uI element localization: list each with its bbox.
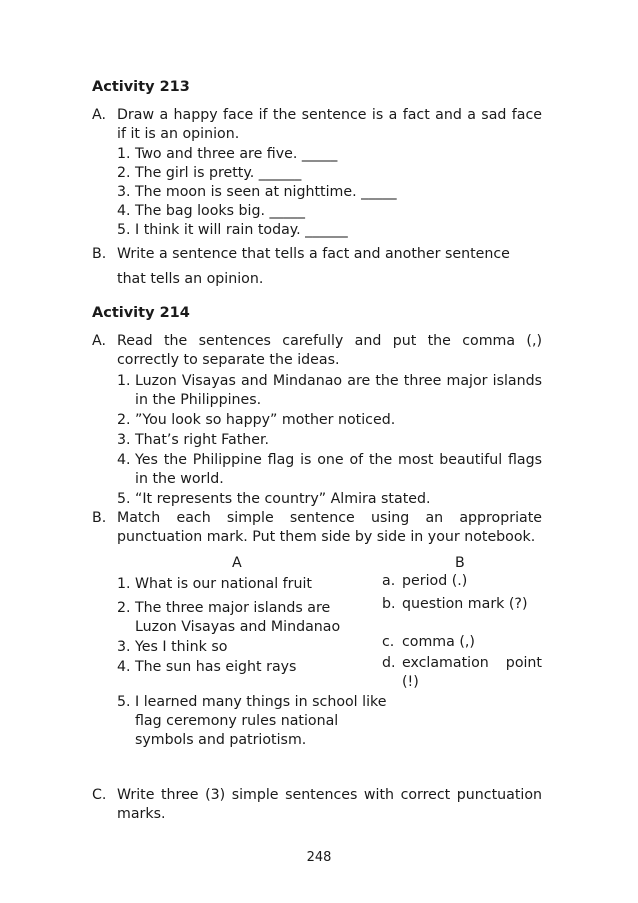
part-a-instruction: Read the sentences carefully and put the comma (,) correctly to separate the ideas. [117, 333, 542, 368]
activity-214-title: Activity 214 [92, 305, 190, 321]
part-c-letter: C. [92, 787, 107, 803]
column-a-item: 4. The sun has eight rays [117, 659, 297, 675]
column-b-heading: B [455, 555, 465, 571]
part-b-letter: B. [92, 246, 107, 262]
activity-213-part-b [92, 245, 542, 289]
list-item: 1. Two and three are five. _____ [117, 146, 338, 162]
part-c-instruction: Write three (3) simple sentences with correct punctuation marks. [117, 787, 542, 822]
column-b-item: c. comma (,) [382, 634, 475, 650]
list-item: 3. That’s right Father. [117, 432, 270, 448]
part-b-line-2: that tells an opinion. [117, 271, 264, 287]
part-b-line-1: Write a sentence that tells a fact and another sentence [117, 246, 510, 262]
activity-214-part-c [92, 786, 542, 824]
part-b-letter: B. [92, 510, 107, 526]
list-item: 2. ”You look so happy” mother noticed. [117, 412, 396, 428]
list-item: 3. The moon is seen at nighttime. _____ [117, 184, 397, 200]
part-a-letter: A. [92, 107, 106, 123]
activity-213-title: Activity 213 [92, 79, 190, 95]
page-number: 248 [306, 850, 332, 865]
column-a-item: 3. Yes I think so [117, 639, 228, 655]
list-item: 2. The girl is pretty. ______ [117, 165, 302, 181]
part-b-instruction: Match each simple sentence using an appropriate punctuation mark. Put them side by side in your notebook. [117, 510, 542, 545]
column-a-item: 1. What is our national fruit [117, 576, 312, 592]
column-a-item: 5. I learned many things in school like flag ceremony rules national symbols and patriotism. [117, 694, 387, 748]
part-a-letter: A. [92, 333, 106, 349]
part-a-instruction: Draw a happy face if the sentence is a fact and a sad face if it is an opinion. [117, 107, 542, 142]
activity-214-part-a [92, 332, 542, 509]
list-item: 4. Yes the Philippine flag is one of the most beautiful flags in the world. [117, 452, 542, 487]
list-item: 1. Luzon Visayas and Mindanao are the three major islands in the Philippines. [117, 373, 542, 408]
list-item: 5. I think it will rain today. ______ [117, 222, 348, 238]
column-b-item: b. question mark (?) [382, 596, 528, 612]
list-item: 4. The bag looks big. _____ [117, 203, 305, 219]
column-b-item: d. exclamation point (!) [382, 655, 542, 690]
activity-214-part-b [92, 509, 542, 547]
list-item: 5. “It represents the country” Almira stated. [117, 491, 431, 507]
column-a-heading: A [232, 555, 242, 571]
column-a-item: 2. The three major islands are Luzon Visayas and Mindanao [117, 600, 341, 635]
activity-213-part-a [92, 106, 542, 240]
column-b-item: a. period (.) [382, 573, 468, 589]
